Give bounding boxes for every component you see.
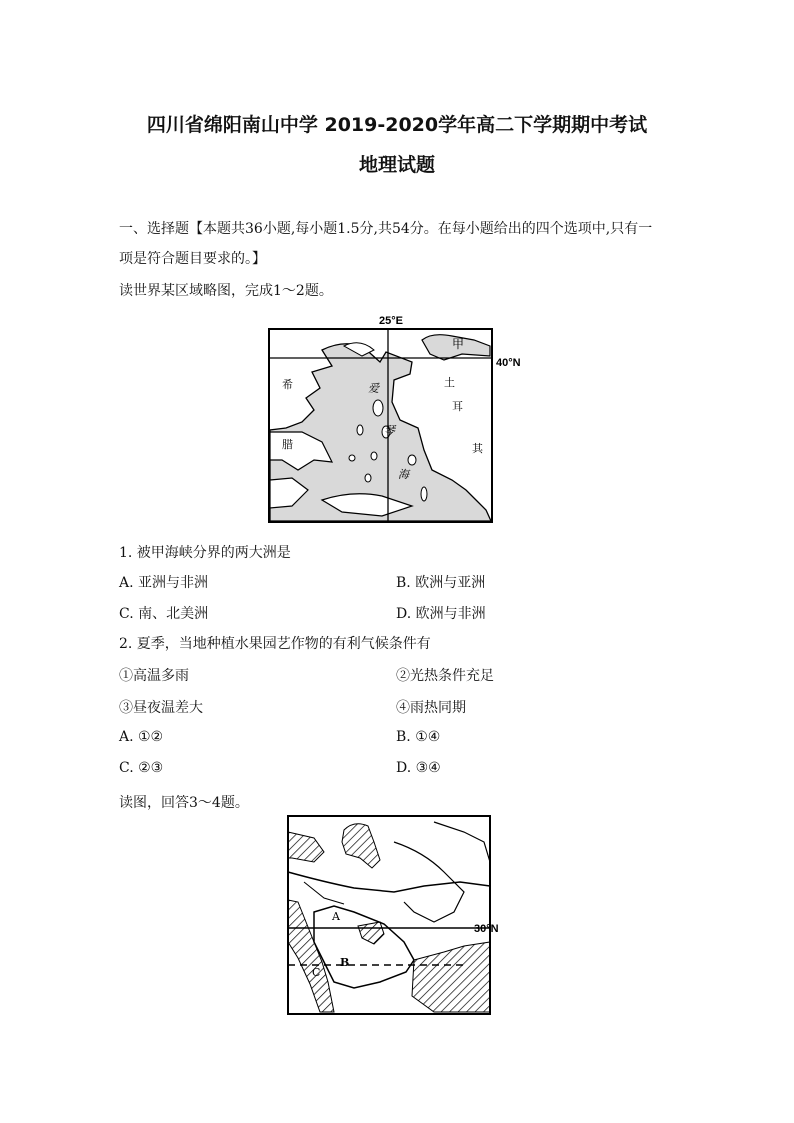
lon-label: 25°E: [379, 315, 403, 327]
lat-label-30n: 30°N: [474, 923, 499, 935]
lat-label: 40°N: [496, 357, 521, 369]
q2-condition-1: ①高温多雨: [119, 668, 189, 684]
q2-stem: 2. 夏季，当地种植水果园艺作物的有利气候条件有: [119, 636, 431, 652]
map-label-a: A: [332, 910, 340, 923]
q2-option-b[interactable]: B. ①④: [396, 729, 441, 745]
map-label-b: B: [340, 956, 350, 969]
q1-stem: 1. 被甲海峡分界的两大洲是: [119, 545, 291, 561]
page-subtitle: 地理试题: [358, 154, 435, 176]
q1-option-a[interactable]: A. 亚洲与非洲: [119, 575, 209, 591]
map-label-qi: 其: [472, 442, 483, 455]
map-label-la: 腊: [282, 438, 293, 451]
group2-instruction: 读图，回答3～4题。: [119, 795, 249, 811]
section-intro-line2: 项是符合题目要求的。】: [119, 251, 266, 267]
map-label-xi: 希: [282, 378, 293, 391]
q1-option-d[interactable]: D. 欧洲与非洲: [396, 606, 486, 622]
map-label-c: C: [312, 966, 321, 979]
aegean-map: [262, 310, 532, 525]
q2-condition-4: ④雨热同期: [396, 700, 466, 716]
group1-instruction: 读世界某区域略图，完成1～2题。: [119, 283, 333, 299]
q2-option-d[interactable]: D. ③④: [396, 760, 441, 776]
map-label-er: 耳: [452, 400, 463, 413]
q1-option-c[interactable]: C. 南、北美洲: [119, 606, 209, 622]
q2-option-c[interactable]: C. ②③: [119, 760, 164, 776]
map-label-ai: 爱: [368, 382, 379, 395]
q1-option-b[interactable]: B. 欧洲与亚洲: [396, 575, 486, 591]
q2-condition-2: ②光热条件充足: [396, 668, 494, 684]
map-label-tu: 土: [444, 376, 455, 389]
section-intro-line1: 一、选择题【本题共36小题,每小题1.5分,共54分。在每小题给出的四个选项中,只有一: [119, 221, 653, 237]
map-label-hai: 海: [398, 468, 409, 481]
q2-option-a[interactable]: A. ①②: [119, 729, 164, 745]
middle-east-map: [284, 812, 524, 1017]
map-label-qin: 琴: [384, 424, 395, 437]
q2-condition-3: ③昼夜温差大: [119, 700, 203, 716]
page-title: 四川省绵阳南山中学 2019-2020学年高二下学期期中考试: [146, 114, 648, 136]
map-label-jia: 甲: [452, 337, 465, 351]
